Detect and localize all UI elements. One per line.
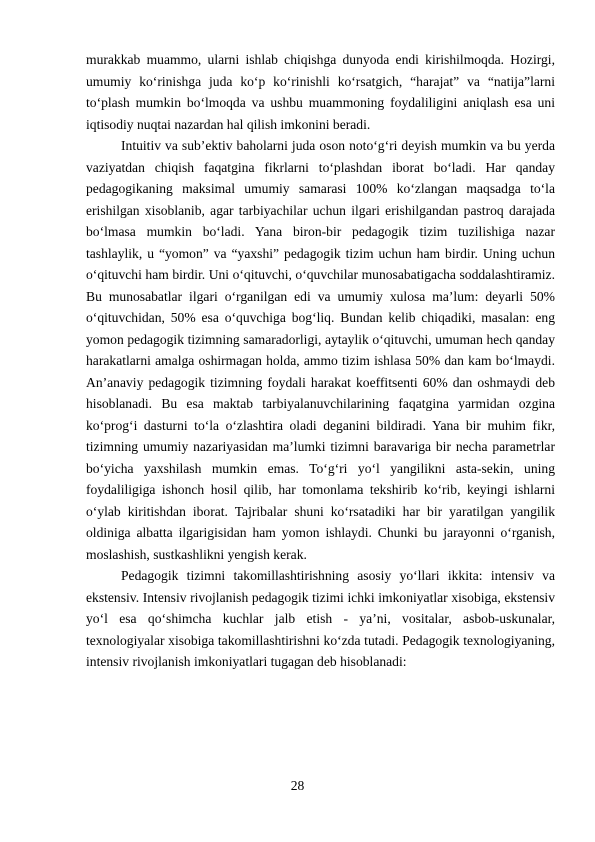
paragraph-1: murakkab muammo, ularni ishlab chiqishga dunyoda endi kirishilmoqda. Hozirgi, umumiy ko‘rinishga juda ko‘p ko‘rinishli ko‘rsatgich, “harajat” va “natija”larni to‘plash mumkin bo‘lmoqda va ushbu muammoning foydaliligini aniqlash esa uni iqtisodiy nuqtai nazardan hal qilish imkonini beradi. (86, 52, 555, 132)
paragraph-2: Intuitiv va sub’ektiv baholarni juda oson noto‘g‘ri deyish mumkin va bu yerda vaziyatdan chiqish faqatgina fikrlarni to‘plashdan iborat bo‘ladi. Har qanday pedagogikaning maksimal umumiy samarasi 100% ko‘zlangan maqsadga to‘la erishilgan xisoblanib, agar tarbiyachilar uchun ilgari erishilgandan pastroq darajada bo‘lmasa mumkin bo‘ladi. Yana biron-bir pedagogik tizim tuzilishiga nazar tashlaylik, u “yomon” va “yaxshi” pedagogik tizim uchun ham birdir. Uning uchun o‘qituvchi ham birdir. Uni o‘qituvchi, o‘quvchilar munosabatigacha soddalashtiramiz. Bu munosabatlar ilgari o‘rganilgan edi va umumiy xulosa ma’lum: deyarli 50% o‘qituvchidan, 50% esa o‘quvchiga bog‘liq. Bundan kelib chiqadiki, masalan: eng yomon pedagogik tizimning samaradorligi, aytaylik o‘qituvchi, umuman hech qanday harakatlarni amalga oshirmagan holda, ammo tizim ishlasa 50% dan kam bo‘lmaydi. An’anaviy pedagogik tizimning foydali harakat koeffitsenti 60% dan oshmaydi deb hisoblanadi. Bu esa maktab tarbiyalanuvchilarining faqatgina yarmidan ozgina ko‘prog‘i dasturni to‘la o‘zlashtira oladi deganini bildiradi. Yana bir muhim fikr, tizimning umumiy nazariyasidan ma’lumki tizimni baravariga bir necha parametrlar bo‘yicha yaxshilash mumkin emas. To‘g‘ri yo‘l yangilikni asta-sekin, uning foydaliligiga ishonch hosil qilib, har tomonlama tekshirib ko‘rib, keyingi ishlarni o‘ylab kiritishdan iborat. Tajribalar shuni ko‘rsatadiki har bir yaratilgan yangilik oldiniga albatta ilgarigisidan ham yomon ishlaydi. Chunki bu jarayonni o‘rganish, moslashish, sustkashlikni yengish kerak. (86, 138, 555, 562)
page-number: 28 (290, 778, 305, 793)
body-text (86, 49, 555, 673)
paragraph-3: Pedagogik tizimni takomillashtirishning asosiy yo‘llari ikkita: intensiv va ekstensiv. Intensiv rivojlanish pedagogik tizimi ichki imkoniyatlar xisobiga, ekstensiv yo‘l esa qo‘shimcha kuchlar jalb etish - ya’ni, vositalar, asbob-uskunalar, texnologiyalar xisobiga takomillashtirishni ko‘zda tutadi. Pedagogik texnologiyaning, intensiv rivojlanish imkoniyatlari tugagan deb hisoblanadi: (86, 568, 555, 669)
